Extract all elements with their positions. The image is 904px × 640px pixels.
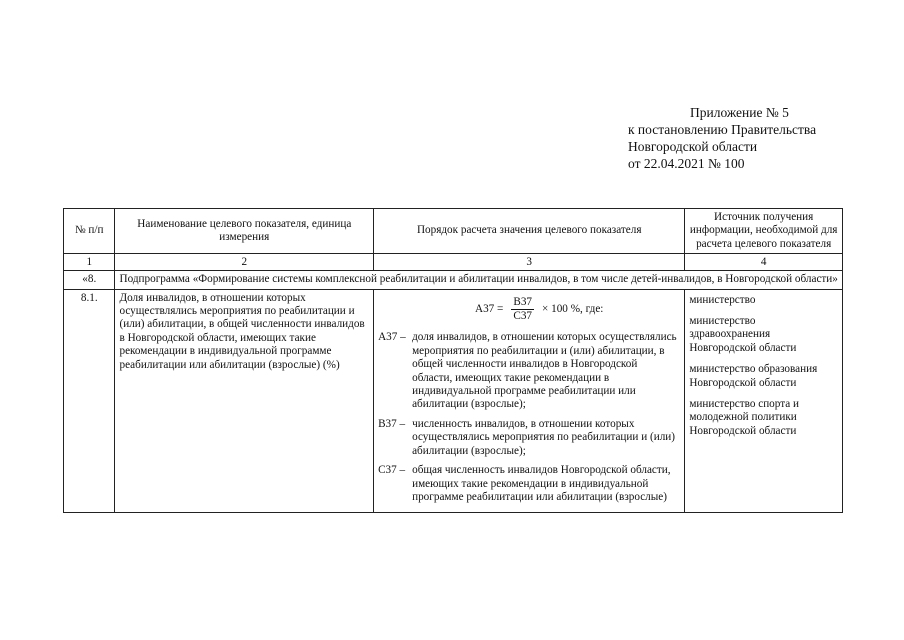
appendix-title: Приложение № 5: [690, 105, 789, 120]
definition-symbol: С37 –: [378, 464, 406, 477]
source-item: министерство здравоохранения Новгородской области: [689, 315, 797, 354]
definition-item: [378, 331, 680, 411]
definition-text: общая численность инвалидов Новгородской области, имеющих такие рекомендации в индивидуальной программе реабилитации или абилитации (взрослые): [412, 464, 671, 503]
document-header: [628, 104, 816, 172]
header-cell-name: Наименование целевого показателя, единица измерения: [115, 209, 374, 254]
column-number: 3: [374, 254, 685, 271]
variable-definitions: [378, 331, 680, 504]
calculation-method: [374, 289, 685, 513]
header-cell-number: № п/п: [64, 209, 115, 254]
header-cell-source: Источник получения информации, необходимой для расчета целевого показателя: [685, 209, 843, 254]
appendix-date-line: от 22.04.2021 № 100: [628, 156, 745, 171]
column-number: 4: [685, 254, 843, 271]
formula-rhs: × 100 %, где:: [542, 302, 604, 315]
header-cell-method: Порядок расчета значения целевого показателя: [374, 209, 685, 254]
definition-text: доля инвалидов, в отношении которых осуществлялись мероприятия по реабилитации и (или) абилитации, в общей численности инвалидов в Новгородской области, имеющих такие рекомендации в индивидуальной программе реабилитации или абилитации (взрослые);: [412, 331, 677, 411]
subprogram-row: [64, 271, 843, 289]
appendix-region-line: Новгородской области: [628, 139, 758, 154]
indicator-number: 8.1.: [64, 289, 115, 513]
column-number: 1: [64, 254, 115, 271]
definition-item: [378, 418, 680, 458]
table-header-row: [64, 209, 843, 254]
definition-item: [378, 464, 680, 504]
formula-lhs: А37 =: [474, 302, 504, 315]
subprogram-title: Подпрограмма «Формирование системы комплексной реабилитации и абилитации инвалидов, в том числе детей-инвалидов, в Новгородской области»: [115, 271, 843, 289]
column-number: 2: [115, 254, 374, 271]
definition-symbol: В37 –: [378, 417, 406, 430]
formula-fraction: [511, 296, 534, 324]
formula-numerator: В37: [511, 296, 534, 310]
source-item: министерство: [689, 293, 756, 306]
table-row: [64, 289, 843, 513]
column-number-row: [64, 254, 843, 271]
definition-text: численность инвалидов, в отношении которых осуществлялись мероприятия по реабилитации и (или) абилитации (взрослые);: [412, 417, 675, 457]
source-item: министерство спорта и молодежной политики Новгородской области: [689, 398, 800, 437]
source-item: министерство образования Новгородской области: [689, 363, 818, 389]
indicator-name: Доля инвалидов, в отношении которых осуществлялись мероприятия по реабилитации и (или) абилитации, в общей численности инвалидов в Новгородской области, имеющих такие рекомендации в индивидуальной программе реабилитации или абилитации (взрослые) (%): [115, 289, 374, 513]
formula: [398, 296, 680, 324]
indicator-table: [63, 208, 843, 513]
formula-denominator: С37: [513, 310, 533, 323]
information-sources: [685, 289, 843, 513]
subprogram-number: «8.: [64, 271, 115, 289]
appendix-ref-line: к постановлению Правительства: [628, 122, 817, 137]
definition-symbol: А37 –: [378, 331, 406, 344]
